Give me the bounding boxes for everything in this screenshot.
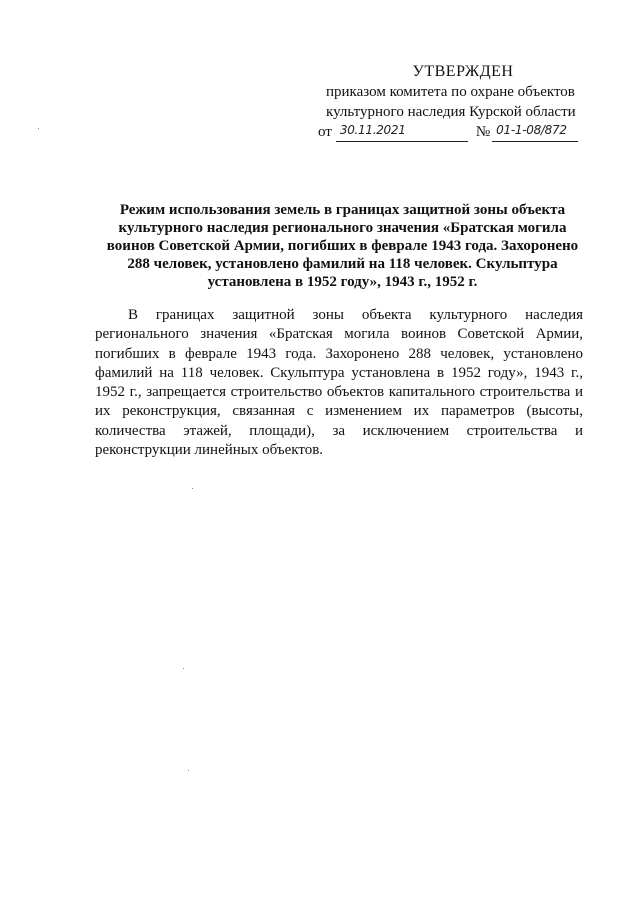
approval-title: УТВЕРЖДЕН (412, 63, 514, 80)
date-field (336, 125, 468, 142)
number-field (492, 125, 578, 142)
scan-speck (183, 668, 184, 669)
approval-committee-line: культурного наследия Курской области (326, 104, 576, 120)
scan-speck (38, 128, 39, 129)
document-body-paragraph: В границах защитной зоны объекта культурного наследия регионального значения «Братская могила воинов Советской Армии, погибших в феврале 1943 года. Захоронено 288 человек, установлено фамилий на 118 человек. Скульптура установлена в 1952 году», 1943 г., 1952 г., запрещается строительство объектов капитального строительства и их реконструкция, связанная с изменением их параметров (высоты, количества этажей, площади), за исключением строительства и реконструкции линейных объектов. (95, 307, 583, 459)
scan-speck (192, 488, 193, 489)
handwritten-number: 01-1-08/872 (496, 123, 567, 137)
scan-speck (188, 770, 189, 771)
document-heading: Режим использования земель в границах защитной зоны объекта культурного наследия регионального значения «Братская могила воинов Советской Армии, погибших в феврале 1943 года. Захоронено 288 человек, установлено фамилий на 118 человек. Скульптура установлена в 1952 году», 1943 г., 1952 г. (106, 202, 579, 290)
approval-block (318, 62, 588, 142)
number-prefix: № (475, 124, 491, 140)
date-prefix: от (318, 124, 332, 140)
approval-order-line: приказом комитета по охране объектов (326, 84, 575, 100)
handwritten-date: 30.11.2021 (339, 123, 406, 137)
approval-date-number-line (318, 122, 588, 142)
